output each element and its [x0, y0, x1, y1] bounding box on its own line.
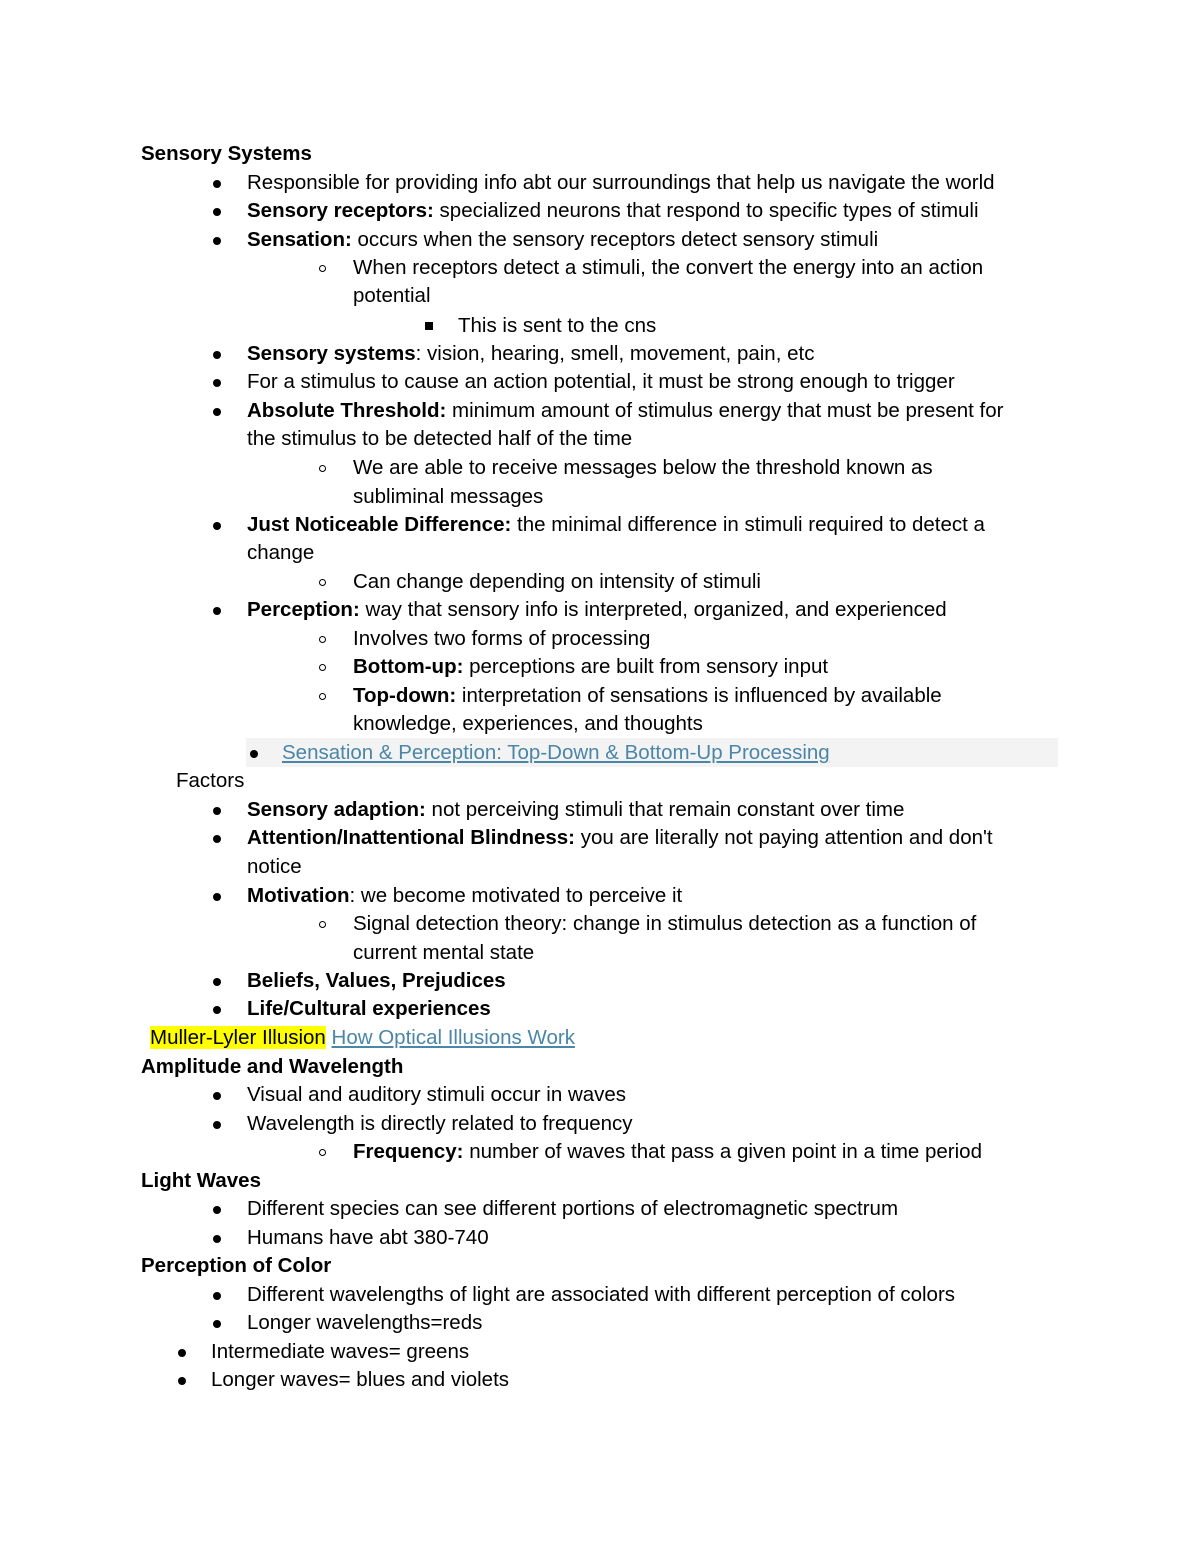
list-item-continuation: notice: [247, 855, 302, 878]
circle-bullet-icon: [319, 636, 326, 643]
bullet-icon: [178, 1377, 186, 1385]
list-item: [247, 882, 682, 910]
list-item: [247, 340, 814, 368]
bullet-icon: [213, 208, 221, 216]
bullet-icon: [213, 379, 221, 387]
definition: : we become motivated to perceive it: [349, 884, 683, 907]
list-item-continuation: the stimulus to be detected half of the time: [247, 427, 633, 450]
definition: interpretation of sensations is influenced by available: [456, 684, 942, 707]
circle-bullet-icon: [319, 664, 326, 671]
highlighted-text: Muller-Lyler Illusion: [150, 1026, 326, 1049]
list-item-continuation: current mental state: [353, 941, 535, 964]
bullet-icon: [213, 1292, 221, 1300]
heading-amplitude-wavelength: Amplitude and Wavelength: [141, 1055, 404, 1078]
bullet-icon: [213, 1006, 221, 1014]
term: Just Noticeable Difference:: [247, 513, 512, 536]
circle-bullet-icon: [319, 579, 326, 586]
illusion-line: [150, 1024, 575, 1052]
definition: occurs when the sensory receptors detect sensory stimuli: [351, 228, 879, 251]
term: Perception:: [247, 598, 360, 621]
circle-bullet-icon: [319, 693, 326, 700]
list-item-continuation: subliminal messages: [353, 485, 544, 508]
definition: perceptions are built from sensory input: [463, 655, 829, 678]
definition: not perceiving stimuli that remain constant over time: [425, 798, 905, 821]
term: Absolute Threshold:: [247, 399, 447, 422]
bullet-icon: [213, 807, 221, 815]
list-item-continuation: potential: [353, 284, 431, 307]
bullet-icon: [178, 1349, 186, 1357]
definition: number of waves that pass a given point in a time period: [463, 1140, 982, 1163]
circle-bullet-icon: [319, 465, 326, 472]
definition: the minimal difference in stimuli required to detect a: [511, 513, 985, 536]
list-item: [353, 1138, 982, 1166]
list-item: [247, 796, 904, 824]
term: Motivation: [247, 884, 350, 907]
term: Sensory adaption:: [247, 798, 426, 821]
list-item: [353, 653, 828, 681]
heading-light-waves: Light Waves: [141, 1169, 261, 1192]
term: Sensory receptors:: [247, 199, 434, 222]
list-item: Wavelength is directly related to frequency: [247, 1112, 633, 1135]
list-item: Involves two forms of processing: [353, 627, 651, 650]
link-optical-illusions[interactable]: How Optical Illusions Work: [331, 1026, 575, 1049]
list-item: [353, 682, 942, 710]
list-item: [247, 596, 947, 624]
bullet-icon: [213, 1206, 221, 1214]
list-item: Can change depending on intensity of stimuli: [353, 570, 761, 593]
bullet-icon: [213, 607, 221, 615]
list-item: Different species can see different portions of electromagnetic spectrum: [247, 1197, 899, 1220]
bullet-icon: [213, 237, 221, 245]
bullet-icon: [213, 1235, 221, 1243]
list-item: Signal detection theory: change in stimulus detection as a function of: [353, 912, 977, 935]
list-item: [247, 824, 993, 852]
bullet-icon: [213, 835, 221, 843]
term: Attention/Inattentional Blindness:: [247, 826, 575, 849]
list-item: Life/Cultural experiences: [247, 997, 491, 1020]
list-item: Visual and auditory stimuli occur in waves: [247, 1083, 627, 1106]
list-item: Humans have abt 380-740: [247, 1226, 489, 1249]
term: Top-down:: [353, 684, 457, 707]
bullet-icon: [213, 180, 221, 188]
list-item: [247, 397, 1003, 425]
list-item-continuation: change: [247, 541, 315, 564]
definition: you are literally not paying attention and don't: [575, 826, 993, 849]
term: Frequency:: [353, 1140, 464, 1163]
definition: : vision, hearing, smell, movement, pain, etc: [415, 342, 815, 365]
list-item: Beliefs, Values, Prejudices: [247, 969, 506, 992]
list-item: Intermediate waves= greens: [211, 1340, 470, 1363]
list-item: [247, 226, 878, 254]
list-item: When receptors detect a stimuli, the convert the energy into an action: [353, 256, 984, 279]
bullet-icon: [213, 1121, 221, 1129]
bullet-icon: [213, 893, 221, 901]
list-item: [247, 197, 979, 225]
bullet-icon: [213, 1092, 221, 1100]
bullet-icon: [250, 750, 258, 758]
bullet-icon: [213, 408, 221, 416]
list-item: Responsible for providing info abt our surroundings that help us navigate the world: [247, 171, 995, 194]
bullet-icon: [213, 1320, 221, 1328]
list-item: For a stimulus to cause an action potential, it must be strong enough to trigger: [247, 370, 955, 393]
definition: specialized neurons that respond to specific types of stimuli: [433, 199, 979, 222]
list-item: We are able to receive messages below the threshold known as: [353, 456, 933, 479]
circle-bullet-icon: [319, 921, 326, 928]
list-item: Longer waves= blues and violets: [211, 1368, 510, 1391]
list-item: Longer wavelengths=reds: [247, 1311, 483, 1334]
bullet-icon: [213, 522, 221, 530]
term: Sensory systems: [247, 342, 416, 365]
definition: minimum amount of stimulus energy that must be present for: [446, 399, 1004, 422]
circle-bullet-icon: [319, 265, 326, 272]
bullet-icon: [213, 351, 221, 359]
bullet-icon: [213, 978, 221, 986]
term: Bottom-up:: [353, 655, 464, 678]
definition: way that sensory info is interpreted, organized, and experienced: [359, 598, 947, 621]
list-item-continuation: knowledge, experiences, and thoughts: [353, 712, 703, 735]
list-item: Different wavelengths of light are associated with different perception of colors: [247, 1283, 956, 1306]
heading-sensory-systems: Sensory Systems: [141, 142, 312, 165]
list-item: [247, 511, 985, 539]
circle-bullet-icon: [319, 1149, 326, 1156]
link-sensation-perception-video[interactable]: Sensation & Perception: Top-Down & Bottom-Up Processing: [282, 741, 830, 764]
square-bullet-icon: [425, 322, 433, 330]
heading-perception-of-color: Perception of Color: [141, 1254, 332, 1277]
list-item: This is sent to the cns: [458, 314, 657, 337]
heading-factors: Factors: [176, 769, 245, 792]
term: Sensation:: [247, 228, 352, 251]
